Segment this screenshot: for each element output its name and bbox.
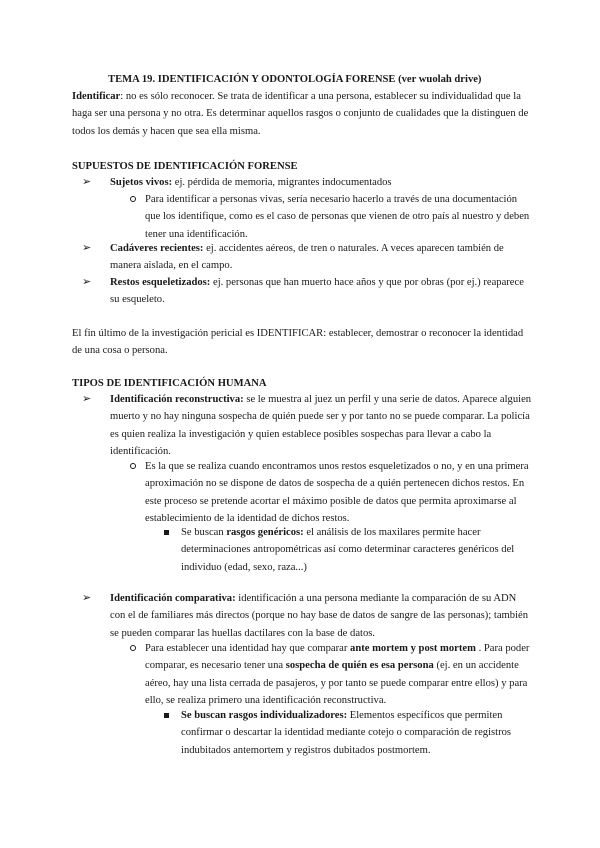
list-item-sujetos-vivos (82, 174, 534, 191)
list-item-restos-esqueletizados (82, 274, 534, 309)
item-term: Restos esqueletizados: (110, 277, 211, 288)
final-paragraph: El fin último de la investigación pericial es IDENTIFICAR: establecer, demostrar o reconocer la identidad de una cosa o persona. (72, 328, 524, 357)
item-text: el análisis de los maxilares permite hacer determinaciones antropométricas así como determinar caracteres genéricos del individuo (edad, sexo, raza...) (181, 527, 515, 573)
intro-paragraph (72, 88, 534, 140)
item-term: Identificación reconstructiva: (110, 394, 244, 405)
item-text: ej. personas que han muerto hace años y que por obras (por ej.) reaparece su esqueleto. (110, 277, 524, 306)
item-text: Es la que se realiza cuando encontramos unos restos esqueletizados o no, y en una primera aproximación no se dispone de datos de sospecha de a quién pertenecen dichos restos. En este proceso se pretende acortar el máximo posible de datos que permita aproximarse al establecimiento de la identidad de dichos restos. (145, 461, 529, 525)
intro-term: Identificar (72, 91, 121, 102)
list-item-identificacion-reconstructiva (82, 391, 534, 461)
arrow-bullet-icon: ➢ (82, 176, 92, 188)
arrow-bullet-icon: ➢ (82, 592, 92, 604)
item-term: Se buscan rasgos individualizadores: (181, 710, 348, 721)
subsublist-item-rasgos-genericos: Se buscan rasgos genéricos: el análisis de los maxilares permite hacer determinaciones antropométricas así como determinar caracteres genéricos del individuo (edad, sexo, raza...) (181, 524, 534, 576)
section-heading-supuestos: SUPUESTOS DE IDENTIFICACIÓN FORENSE (72, 161, 298, 172)
item-term: Identificación comparativa: (110, 593, 236, 604)
intro-text: : no es sólo reconocer. Se trata de identificar a una persona, establecer su individualidad que la haga ser una persona y no otra. Es determinar aquellos rasgos o conjunto de cualidades que la distinguen de todos los demás y hacen que sea ella misma. (72, 91, 529, 137)
item-text: ej. accidentes aéreos, de tren o naturales. A veces aparecen también de manera aislada, en el campo. (110, 243, 504, 272)
sublist-item-reconstructiva (145, 458, 534, 528)
arrow-bullet-icon: ➢ (82, 276, 92, 288)
square-bullet-icon (164, 530, 169, 535)
sublist-item-comparativa: Para establecer una identidad hay que comparar ante mortem y post mortem . Para poder comparar, es necesario tener una sospecha de quién es esa persona (ej. en un accidente aéreo, hay una lista cerrada de pasajeros, y por tanto se puede comparar entre ellos) y para ello, se realiza primero una identificación reconstructiva. (145, 640, 534, 710)
subsublist-item-rasgos-individualizadores (181, 707, 534, 759)
item-term: Cadáveres recientes: (110, 243, 204, 254)
item-text: Elementos específicos que permiten confirmar o descartar la identidad mediante cotejo o comparación de registros indubitados antemortem y registros dubitados postmortem. (181, 710, 512, 756)
document-title: TEMA 19. IDENTIFICACIÓN Y ODONTOLOGÍA FORENSE (ver wuolah drive) (108, 74, 482, 85)
item-text: se le muestra al juez un perfil y una serie de datos. Aparece alguien muerto y no hay ninguna sospecha de quién puede ser y por tanto no se puede comparar. La policía es quien realiza la investigación y quien establece posibles sospechas para llevar a cabo la identificación. (110, 394, 532, 458)
item-text: identificación a una persona mediante la comparación de su ADN con el de familiares más directos (porque no hay base de datos de sangre de las personas); también se pueden comparar las huellas dactilares con la base de datos. (110, 593, 529, 639)
arrow-bullet-icon: ➢ (82, 393, 92, 405)
list-item-cadaveres-recientes (82, 240, 534, 275)
item-text: Para identificar a personas vivas, sería necesario hacerlo a través de una documentación que los identifique, como es el caso de personas que vienen de otro país al nuestro y deben tener una identificación. (145, 194, 530, 240)
square-bullet-icon (164, 713, 169, 718)
item-term: Sujetos vivos: (110, 177, 173, 188)
item-text: ej. pérdida de memoria, migrantes indocumentados (172, 177, 392, 188)
circle-bullet-icon (130, 196, 136, 202)
sublist-item-personas-vivas (145, 191, 534, 243)
section-heading-tipos: TIPOS DE IDENTIFICACIÓN HUMANA (72, 378, 267, 389)
circle-bullet-icon (130, 645, 136, 651)
list-item-identificacion-comparativa (82, 590, 534, 642)
arrow-bullet-icon: ➢ (82, 242, 92, 254)
item-term: rasgos genéricos: (226, 527, 304, 538)
circle-bullet-icon (130, 463, 136, 469)
